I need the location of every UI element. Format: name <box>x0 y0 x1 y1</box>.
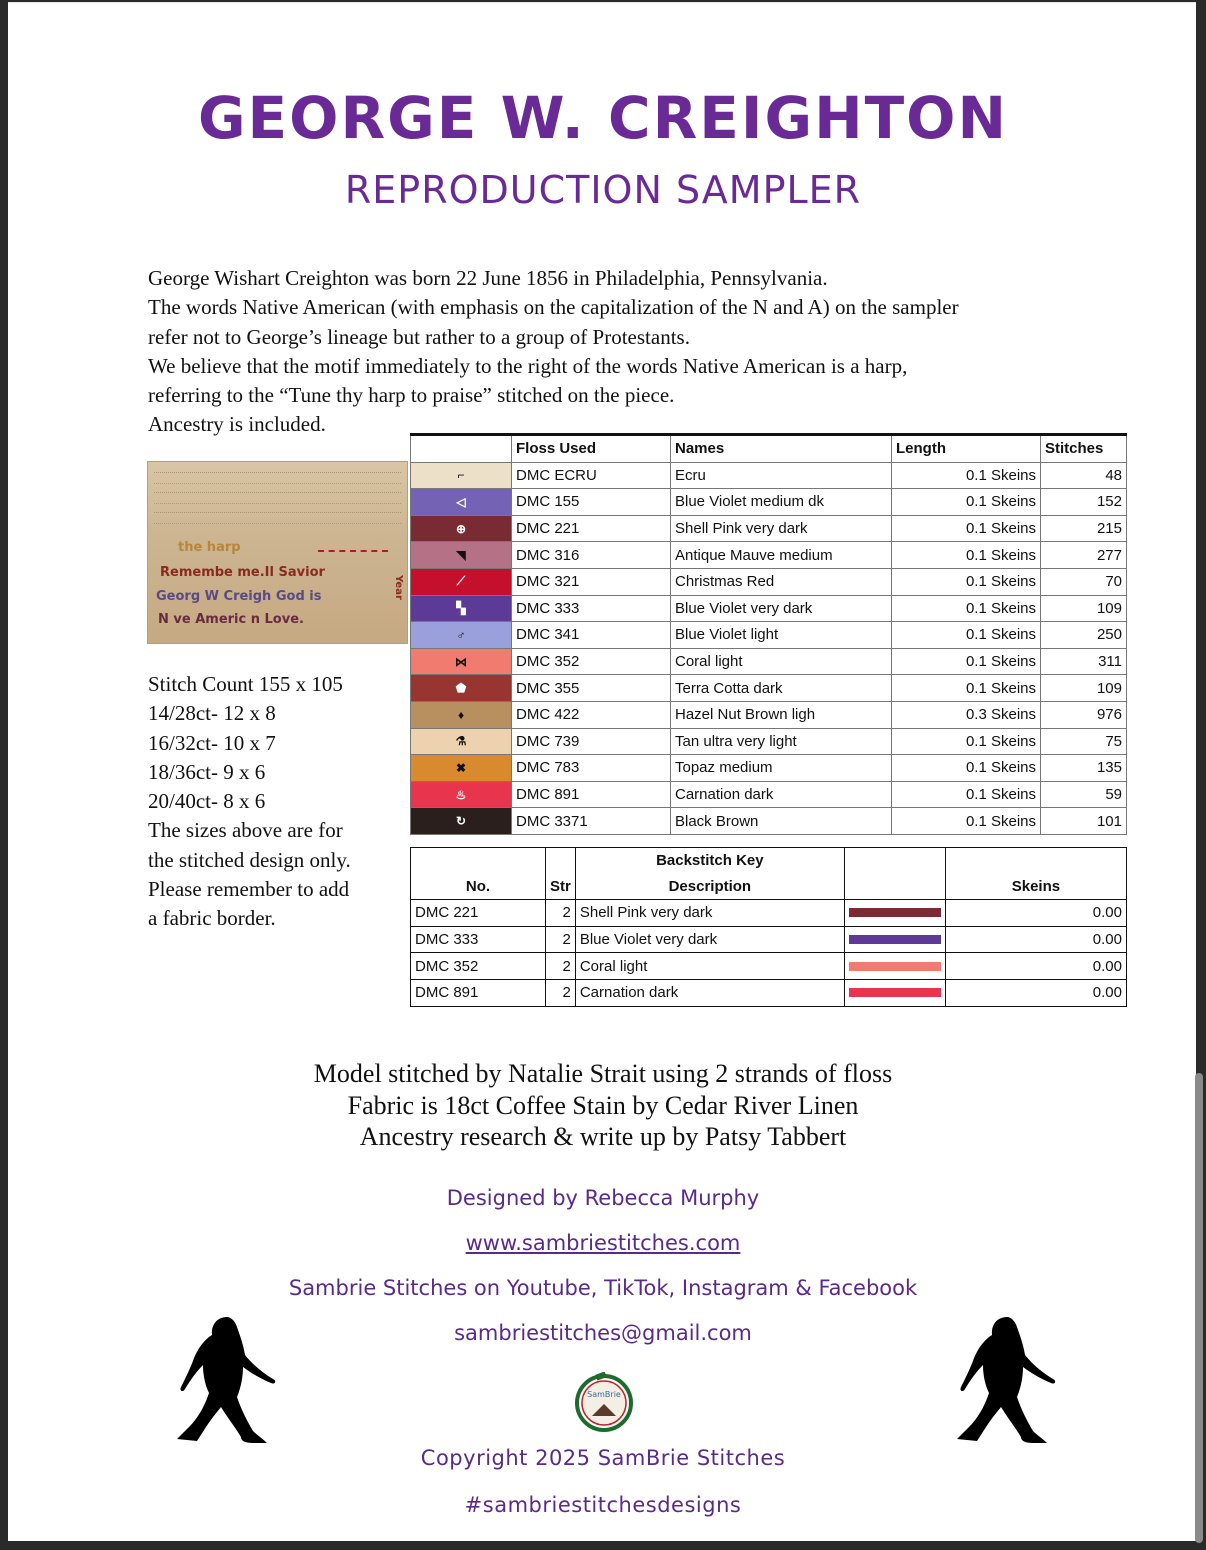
backstitch-number: DMC 333 <box>411 926 546 953</box>
floss-number: DMC 355 <box>512 675 671 702</box>
floss-symbol: ⌐ <box>411 462 512 489</box>
floss-name: Blue Violet light <box>671 622 892 649</box>
col-header-floss: Floss Used <box>512 435 671 463</box>
col-header-str: Str <box>546 874 576 900</box>
backstitch-description: Coral light <box>575 953 844 980</box>
floss-number: DMC 422 <box>512 701 671 728</box>
backstitch-description: Shell Pink very dark <box>575 900 844 927</box>
stitch-info-line: 14/28ct- 12 x 8 <box>148 701 276 726</box>
stitch-info-line: The sizes above are for <box>148 818 343 843</box>
intro-line: We believe that the motif immediately to the right of the words Native American is a harp, <box>148 353 908 378</box>
backstitch-number: DMC 352 <box>411 953 546 980</box>
floss-stitches: 976 <box>1041 701 1127 728</box>
floss-length: 0.1 Skeins <box>892 462 1041 489</box>
intro-line: The words Native American (with emphasis on the capitalization of the N and A) on the sampler <box>148 295 959 320</box>
floss-number: DMC 155 <box>512 489 671 516</box>
sampler-photo <box>147 461 408 644</box>
floss-stitches: 48 <box>1041 462 1127 489</box>
floss-stitches: 101 <box>1041 808 1127 835</box>
floss-row <box>411 595 1127 622</box>
floss-name: Blue Violet medium dk <box>671 489 892 516</box>
intro-line: referring to the “Tune thy harp to praise” stitched on the piece. <box>148 383 675 408</box>
backstitch-row <box>411 953 1127 980</box>
credits <box>0 1058 1206 1153</box>
col-header-skeins: Skeins <box>945 874 1126 900</box>
floss-length: 0.1 Skeins <box>892 542 1041 569</box>
floss-symbol: ♂ <box>411 622 512 649</box>
floss-symbol: ◁ <box>411 489 512 516</box>
floss-length: 0.3 Skeins <box>892 701 1041 728</box>
floss-stitches: 135 <box>1041 755 1127 782</box>
backstitch-skeins: 0.00 <box>945 979 1126 1006</box>
intro-line: George Wishart Creighton was born 22 June 1856 in Philadelphia, Pennsylvania. <box>148 266 828 290</box>
backstitch-row <box>411 926 1127 953</box>
backstitch-strands: 2 <box>546 953 576 980</box>
website-link[interactable]: www.sambriestitches.com <box>465 1231 741 1255</box>
floss-symbol: ⬟ <box>411 675 512 702</box>
backstitch-skeins: 0.00 <box>945 926 1126 953</box>
copyright-line: Copyright 2025 SamBrie Stitches <box>420 1446 786 1470</box>
floss-row <box>411 728 1127 755</box>
backstitch-strands: 2 <box>546 900 576 927</box>
backstitch-skeins: 0.00 <box>945 900 1126 927</box>
floss-stitches: 311 <box>1041 648 1127 675</box>
floss-symbol: ⋈ <box>411 648 512 675</box>
stitch-info-line: the stitched design only. <box>148 847 351 872</box>
sambrie-logo <box>574 1372 634 1432</box>
floss-name: Carnation dark <box>671 781 892 808</box>
floss-name: Black Brown <box>671 808 892 835</box>
floss-number: DMC ECRU <box>512 462 671 489</box>
floss-stitches: 75 <box>1041 728 1127 755</box>
backstitch-color-swatch <box>844 926 945 953</box>
floss-length: 0.1 Skeins <box>892 648 1041 675</box>
floss-row <box>411 701 1127 728</box>
floss-table <box>410 433 1127 835</box>
floss-name: Terra Cotta dark <box>671 675 892 702</box>
backstitch-color-swatch <box>844 953 945 980</box>
floss-symbol: ↻ <box>411 808 512 835</box>
floss-length: 0.1 Skeins <box>892 675 1041 702</box>
backstitch-color-swatch <box>844 979 945 1006</box>
floss-length: 0.1 Skeins <box>892 755 1041 782</box>
col-header-stitches: Stitches <box>1041 435 1127 463</box>
backstitch-strands: 2 <box>546 926 576 953</box>
floss-stitches: 250 <box>1041 622 1127 649</box>
floss-symbol: ♨ <box>411 781 512 808</box>
backstitch-table <box>410 847 1127 1007</box>
intro-text <box>148 264 1108 440</box>
floss-number: DMC 891 <box>512 781 671 808</box>
floss-number: DMC 3371 <box>512 808 671 835</box>
floss-number: DMC 221 <box>512 515 671 542</box>
floss-name: Blue Violet very dark <box>671 595 892 622</box>
col-header-names: Names <box>671 435 892 463</box>
floss-row <box>411 808 1127 835</box>
col-header-no: No. <box>411 874 546 900</box>
floss-name: Shell Pink very dark <box>671 515 892 542</box>
stitch-info-line: 16/32ct- 10 x 7 <box>148 730 276 755</box>
bigfoot-icon <box>175 1313 285 1448</box>
col-header-length: Length <box>892 435 1041 463</box>
credit-line: Ancestry research & write up by Patsy Tabbert <box>359 1122 847 1151</box>
floss-name: Christmas Red <box>671 568 892 595</box>
floss-number: DMC 321 <box>512 568 671 595</box>
floss-length: 0.1 Skeins <box>892 595 1041 622</box>
floss-name: Topaz medium <box>671 755 892 782</box>
bigfoot-icon <box>955 1313 1065 1448</box>
floss-stitches: 152 <box>1041 489 1127 516</box>
floss-number: DMC 783 <box>512 755 671 782</box>
photo-text: the harp <box>178 540 241 555</box>
photo-text: Year <box>392 575 404 600</box>
col-header-symbol <box>411 435 512 463</box>
social-line: Sambrie Stitches on Youtube, TikTok, Instagram & Facebook <box>288 1276 918 1300</box>
credit-line: Fabric is 18ct Coffee Stain by Cedar River Linen <box>347 1090 859 1120</box>
photo-text: N ve Americ n Love. <box>158 612 304 627</box>
floss-row <box>411 542 1127 569</box>
floss-symbol: ▚ <box>411 595 512 622</box>
stitch-info-line: a fabric border. <box>148 906 276 931</box>
floss-name: Hazel Nut Brown ligh <box>671 701 892 728</box>
logo-text: SamBrie <box>587 1390 621 1399</box>
backstitch-description: Carnation dark <box>575 979 844 1006</box>
backstitch-color-swatch <box>844 900 945 927</box>
floss-symbol: ♦ <box>411 701 512 728</box>
floss-symbol: ⟋ <box>411 568 512 595</box>
floss-length: 0.1 Skeins <box>892 515 1041 542</box>
stitch-info-line: Stitch Count 155 x 105 <box>148 672 343 696</box>
backstitch-strands: 2 <box>546 979 576 1006</box>
page-title: GEORGE W. CREIGHTON <box>197 84 1009 152</box>
floss-stitches: 70 <box>1041 568 1127 595</box>
floss-row <box>411 462 1127 489</box>
floss-length: 0.1 Skeins <box>892 781 1041 808</box>
floss-length: 0.1 Skeins <box>892 568 1041 595</box>
floss-row <box>411 568 1127 595</box>
floss-row <box>411 622 1127 649</box>
photo-text: Remembe me.Il Savior <box>160 565 325 580</box>
stitch-info-line: 20/40ct- 8 x 6 <box>148 789 266 814</box>
floss-stitches: 109 <box>1041 675 1127 702</box>
hashtag-line: #sambriestitchesdesigns <box>464 1493 742 1517</box>
floss-length: 0.1 Skeins <box>892 489 1041 516</box>
backstitch-skeins: 0.00 <box>945 953 1126 980</box>
floss-stitches: 215 <box>1041 515 1127 542</box>
photo-text: Georg W Creigh God is <box>156 589 322 604</box>
floss-length: 0.1 Skeins <box>892 808 1041 835</box>
floss-stitches: 109 <box>1041 595 1127 622</box>
floss-row <box>411 755 1127 782</box>
page-subtitle: REPRODUCTION SAMPLER <box>344 168 862 212</box>
floss-length: 0.1 Skeins <box>892 728 1041 755</box>
backstitch-number: DMC 221 <box>411 900 546 927</box>
floss-number: DMC 316 <box>512 542 671 569</box>
floss-row <box>411 648 1127 675</box>
floss-name: Coral light <box>671 648 892 675</box>
floss-number: DMC 341 <box>512 622 671 649</box>
floss-row <box>411 675 1127 702</box>
intro-line: Ancestry is included. <box>148 412 326 437</box>
floss-number: DMC 739 <box>512 728 671 755</box>
floss-symbol: ⊕ <box>411 515 512 542</box>
floss-symbol: ⚗ <box>411 728 512 755</box>
floss-length: 0.1 Skeins <box>892 622 1041 649</box>
col-header-color <box>844 874 945 900</box>
floss-name: Tan ultra very light <box>671 728 892 755</box>
backstitch-row <box>411 979 1127 1006</box>
stitch-count <box>148 670 351 934</box>
floss-name: Antique Mauve medium <box>671 542 892 569</box>
credit-line: Model stitched by Natalie Strait using 2 strands of floss <box>313 1059 893 1088</box>
stitch-info-line: Please remember to add <box>148 877 350 902</box>
floss-row <box>411 489 1127 516</box>
floss-number: DMC 333 <box>512 595 671 622</box>
floss-symbol: ◥ <box>411 542 512 569</box>
floss-name: Ecru <box>671 462 892 489</box>
floss-symbol: ✖ <box>411 755 512 782</box>
intro-line: refer not to George’s lineage but rather to a group of Protestants. <box>148 324 690 349</box>
backstitch-title: Backstitch Key <box>575 848 844 874</box>
backstitch-number: DMC 891 <box>411 979 546 1006</box>
floss-number: DMC 352 <box>512 648 671 675</box>
stitch-info-line: 18/36ct- 9 x 6 <box>148 759 266 784</box>
floss-row <box>411 515 1127 542</box>
backstitch-description: Blue Violet very dark <box>575 926 844 953</box>
floss-stitches: 59 <box>1041 781 1127 808</box>
floss-row <box>411 781 1127 808</box>
floss-stitches: 277 <box>1041 542 1127 569</box>
backstitch-row <box>411 900 1127 927</box>
designer-line: Designed by Rebecca Murphy <box>446 1186 760 1210</box>
email-link[interactable]: sambriestitches@gmail.com <box>454 1321 752 1345</box>
col-header-description: Description <box>575 874 844 900</box>
